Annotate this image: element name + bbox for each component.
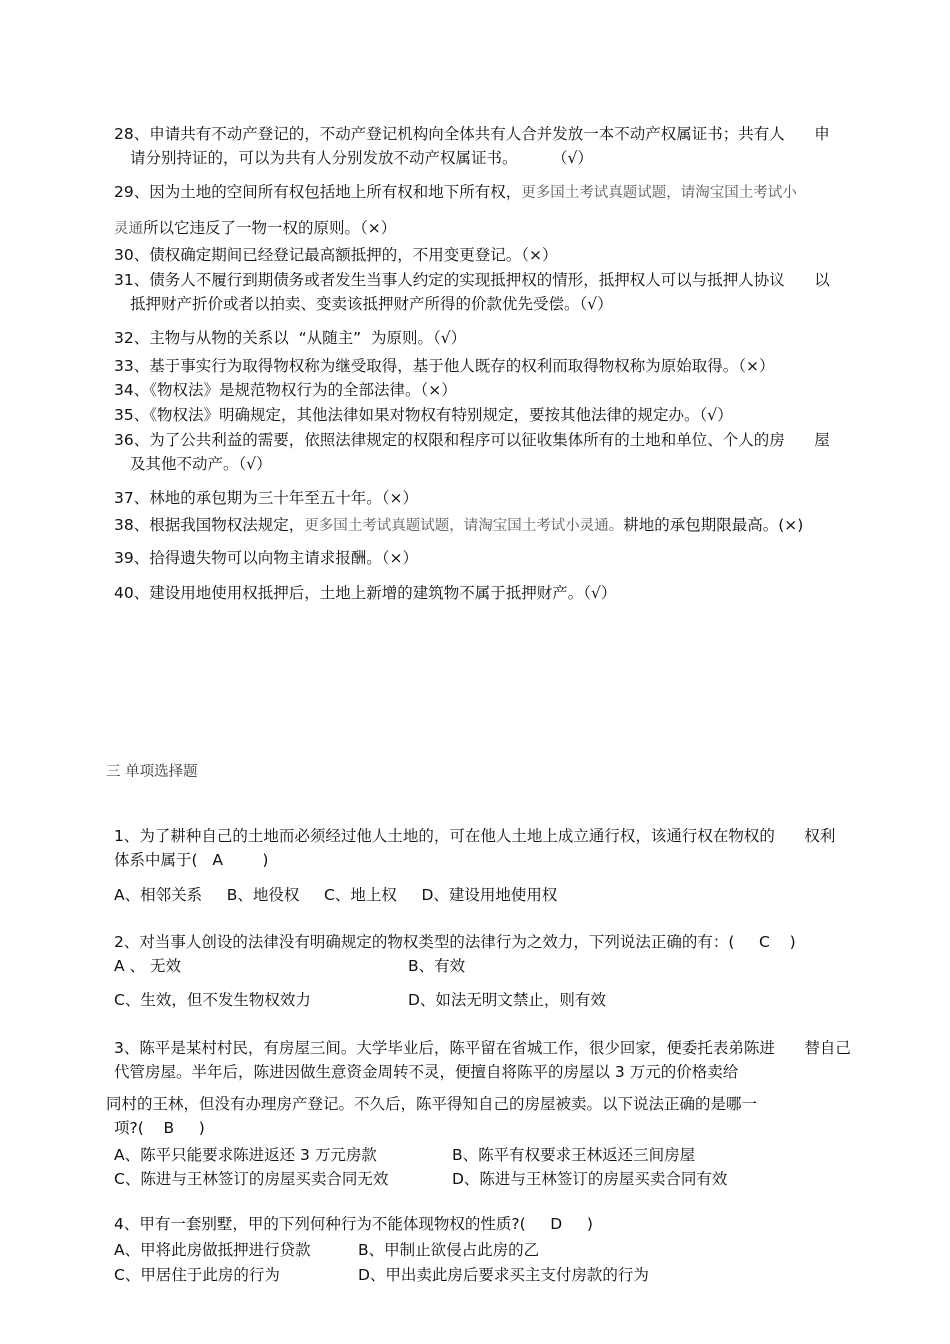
q38-text-cont: 耕地的承包期限最高。(×) <box>623 516 804 534</box>
q33: 33、基于事实行为取得物权称为继受取得，基于他人既存的权利而取得物权称为原始取得。（×） <box>114 357 775 375</box>
choice-q1-line1: 1、为了耕种自己的土地而必须经过他人土地的，可在他人土地上成立通行权，该通行权在物权的 权利 <box>114 827 836 845</box>
choice-q2-stem: 2、对当事人创设的法律没有明确规定的物权类型的法律行为之效力，下列说法正确的有：( C ) <box>114 933 796 951</box>
q36-line1: 36、为了公共利益的需要，依照法律规定的权限和程序可以征收集体所有的土地和单位、个人的房 屋 <box>114 431 830 449</box>
q38-text: 38、根据我国物权法规定， <box>114 516 305 534</box>
choice-q2-option-a: A 、 无效 <box>114 957 181 975</box>
choice-q1-options: A、相邻关系 B、地役权 C、地上权 D、建设用地使用权 <box>114 886 558 904</box>
q29-line1 <box>114 182 797 203</box>
q29-text-cont: 所以它违反了一物一权的原则。（×） <box>143 219 397 237</box>
choice-q3-option-d: D、陈进与王林签订的房屋买卖合同有效 <box>452 1170 728 1188</box>
choice-q1-line2: 体系中属于( A ) <box>114 851 269 869</box>
choice-q4-option-d: D、甲出卖此房后要求买主支付房款的行为 <box>358 1266 649 1284</box>
section-title: 三 单项选择题 <box>106 764 198 780</box>
choice-q2-option-b: B、有效 <box>408 957 466 975</box>
choice-q3-line3: 同村的王林，但没有办理房产登记。不久后，陈平得知自己的房屋被卖。以下说法正确的是哪一 <box>106 1095 758 1113</box>
q30: 30、债权确定期间已经登记最高额抵押的，不用变更登记。（×） <box>114 246 558 264</box>
q38-ad: 更多国土考试真题试题，请淘宝国土考试小灵通。 <box>304 518 624 534</box>
q34: 34、《物权法》是规范物权行为的全部法律。（×） <box>114 381 457 399</box>
choice-q2-option-c: C、生效，但不发生物权效力 <box>114 991 311 1009</box>
q29-ad: 更多国土考试真题试题，请淘宝国土考试小 <box>521 185 797 201</box>
q39: 39、拾得遗失物可以向物主请求报酬。（×） <box>114 549 418 567</box>
q28-line1: 28、申请共有不动产登记的，不动产登记机构向全体共有人合并发放一本不动产权属证书；共有人 申 <box>114 125 830 143</box>
q40: 40、建设用地使用权抵押后，土地上新增的建筑物不属于抵押财产。（√） <box>114 584 617 602</box>
q29-line2 <box>114 218 396 239</box>
choice-q4-option-a: A、甲将此房做抵押进行贷款 <box>114 1241 311 1259</box>
q37: 37、林地的承包期为三十年至五十年。（×） <box>114 489 418 507</box>
choice-q4-option-b: B、甲制止欲侵占此房的乙 <box>358 1241 540 1259</box>
choice-q3-line4: 项?( B ) <box>114 1119 205 1137</box>
q29-ad-cont: 灵通 <box>114 221 143 237</box>
q31-line2: 抵押财产折价或者以拍卖、变卖该抵押财产所得的价款优先受偿。（√） <box>130 295 613 313</box>
choice-q3-line2: 代管房屋。半年后，陈进因做生意资金周转不灵，便擅自将陈平的房屋以 3 万元的价格卖给 <box>114 1063 739 1081</box>
q31-line1: 31、债务人不履行到期债务或者发生当事人约定的实现抵押权的情形，抵押权人可以与抵押人协议 以 <box>114 271 830 289</box>
choice-q3-option-a: A、陈平只能要求陈进返还 3 万元房款 <box>114 1146 377 1164</box>
q28-line2: 请分别持证的，可以为共有人分别发放不动产权属证书。 （√） <box>130 149 593 167</box>
choice-q3-line1: 3、陈平是某村村民，有房屋三间。大学毕业后，陈平留在省城工作，很少回家，便委托表弟陈进 替自己 <box>114 1039 851 1057</box>
choice-q2-option-d: D、如法无明文禁止，则有效 <box>408 991 606 1009</box>
q35: 35、《物权法》明确规定，其他法律如果对物权有特别规定，要按其他法律的规定办。（√） <box>114 406 733 424</box>
q38 <box>114 515 803 536</box>
choice-q3-option-c: C、陈进与王林签订的房屋买卖合同无效 <box>114 1170 389 1188</box>
choice-q4-stem: 4、甲有一套别墅，甲的下列何种行为不能体现物权的性质?( D ) <box>114 1215 593 1233</box>
choice-q3-option-b: B、陈平有权要求王林返还三间房屋 <box>452 1146 696 1164</box>
choice-q4-option-c: C、甲居住于此房的行为 <box>114 1266 280 1284</box>
q32: 32、主物与从物的关系以 “从随主” 为原则。（√） <box>114 329 467 347</box>
q29-text: 29、因为土地的空间所有权包括地上所有权和地下所有权， <box>114 183 522 201</box>
q36-line2: 及其他不动产。（√） <box>130 455 272 473</box>
